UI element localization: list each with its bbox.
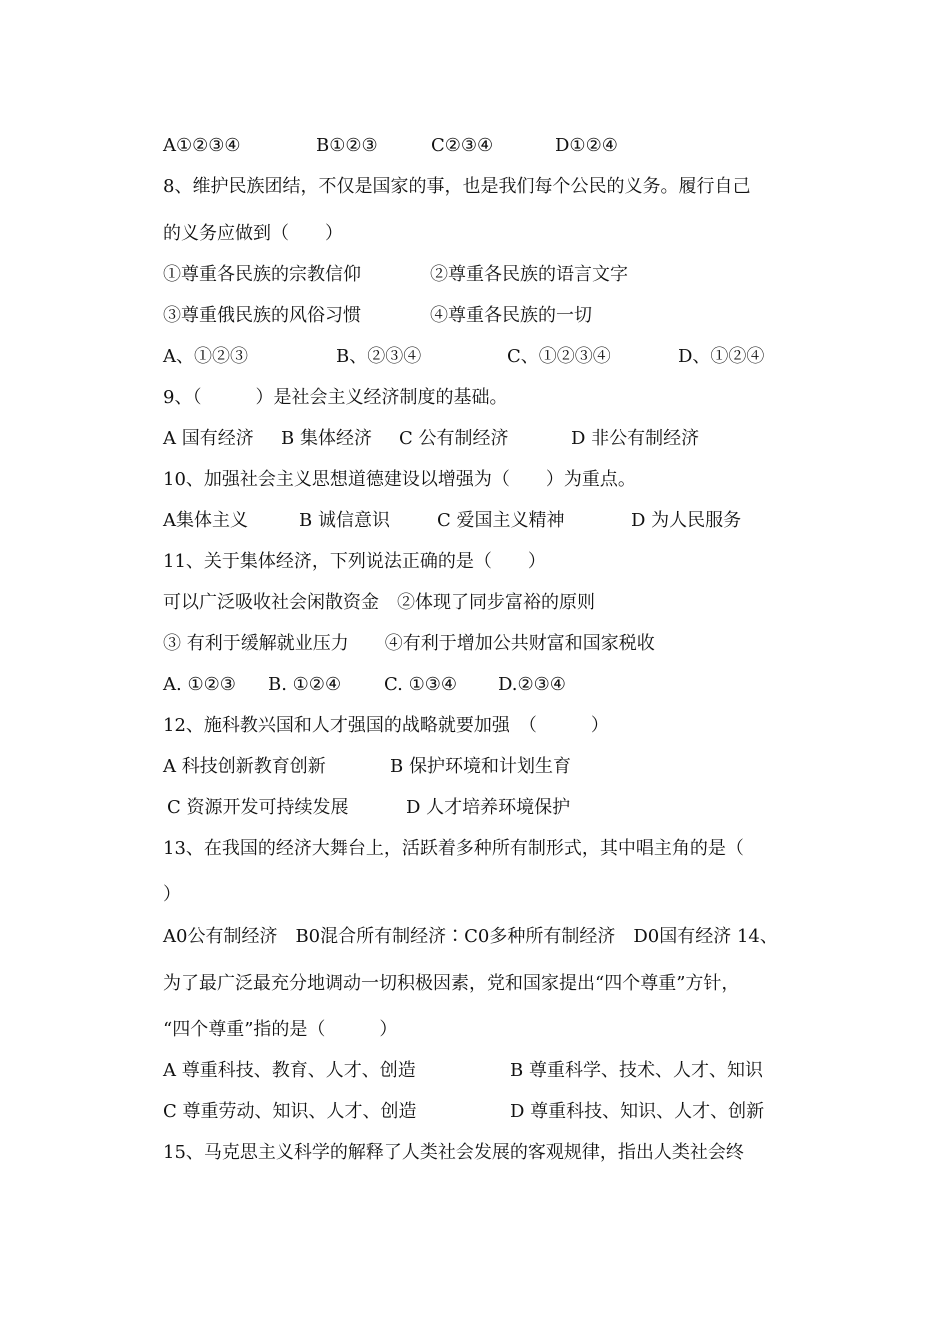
q7-option-d: D①②④ — [555, 135, 618, 156]
q9-option-c: C 公有制经济 — [399, 428, 509, 449]
q8-option-b: B、②③④ — [336, 346, 422, 367]
q12-option-d: D 人才培养环境保护 — [406, 797, 571, 818]
q9-option-d: D 非公有制经济 — [571, 428, 700, 449]
q14-stem-line1: 为了最广泛最充分地调动一切积极因素，党和国家提出“四个尊重”方针， — [163, 973, 740, 994]
q8-option-d: D、①②④ — [678, 346, 765, 367]
q10-option-a: A集体主义 — [163, 510, 248, 531]
q8-item-2: ②尊重各民族的语言文字 — [430, 264, 628, 285]
q11-option-c: C. ①③④ — [384, 674, 457, 695]
q8-item-1: ①尊重各民族的宗教信仰 — [163, 264, 361, 285]
q11-option-d: D.②③④ — [498, 674, 566, 695]
q14-option-a: A 尊重科技、教育、人才、创造 — [163, 1060, 416, 1081]
q7-option-b: B①②③ — [316, 135, 378, 156]
q14-stem-line2: “四个尊重”指的是（ ） — [163, 1019, 398, 1040]
q9-option-b: B 集体经济 — [281, 428, 372, 449]
q10-stem: 10、加强社会主义思想道德建设以增强为（ ）为重点。 — [163, 469, 636, 490]
q11-items-row1: 可以广泛吸收社会闲散资金 ②体现了同步富裕的原则 — [163, 592, 595, 613]
q8-stem-line1: 8、维护民族团结，不仅是国家的事，也是我们每个公民的义务。履行自己 — [163, 176, 751, 197]
q12-option-c: C 资源开发可持续发展 — [167, 797, 349, 818]
q10-option-d: D 为人民服务 — [631, 510, 742, 531]
q8-item-3: ③尊重俄民族的风俗习惯 — [163, 305, 361, 326]
q13-stem-line2: ） — [163, 884, 181, 905]
q14-option-d: D 尊重科技、知识、人才、创新 — [510, 1101, 765, 1122]
q8-item-4: ④尊重各民族的一切 — [430, 305, 592, 326]
q14-option-c: C 尊重劳动、知识、人才、创造 — [163, 1101, 417, 1122]
q10-option-b: B 诚信意识 — [299, 510, 390, 531]
q9-stem: 9、（ ）是社会主义经济制度的基础。 — [163, 387, 508, 408]
q10-option-c: C 爱国主义精神 — [437, 510, 565, 531]
q13-options: A0公有制经济 B0混合所有制经济∶C0多种所有制经济 D0国有经济 14、 — [163, 926, 778, 947]
q15-stem-line1: 15、马克思主义科学的解释了人类社会发展的客观规律，指出人类社会终 — [163, 1142, 744, 1163]
q7-option-a: A①②③④ — [163, 135, 241, 156]
q11-option-b: B. ①②④ — [268, 674, 342, 695]
q11-stem: 11、关于集体经济，下列说法正确的是（ ） — [163, 551, 546, 572]
q12-option-a: A 科技创新教育创新 — [163, 756, 326, 777]
q14-option-b: B 尊重科学、技术、人才、知识 — [510, 1060, 763, 1081]
q11-option-a: A. ①②③ — [163, 674, 236, 695]
q11-items-row2: ③ 有利于缓解就业压力 ④有利于增加公共财富和国家税收 — [163, 633, 655, 654]
q13-stem-line1: 13、在我国的经济大舞台上，活跃着多种所有制形式，其中唱主角的是（ — [163, 838, 744, 859]
q8-option-c: C、①②③④ — [507, 346, 611, 367]
q8-stem-line2: 的义务应做到（ ） — [163, 223, 343, 244]
q9-option-a: A 国有经济 — [163, 428, 254, 449]
q8-option-a: A、①②③ — [163, 346, 248, 367]
q12-option-b: B 保护环境和计划生育 — [390, 756, 571, 777]
q7-option-c: C②③④ — [431, 135, 494, 156]
q12-stem: 12、施科教兴国和人才强国的战略就要加强 （ ） — [163, 715, 609, 736]
